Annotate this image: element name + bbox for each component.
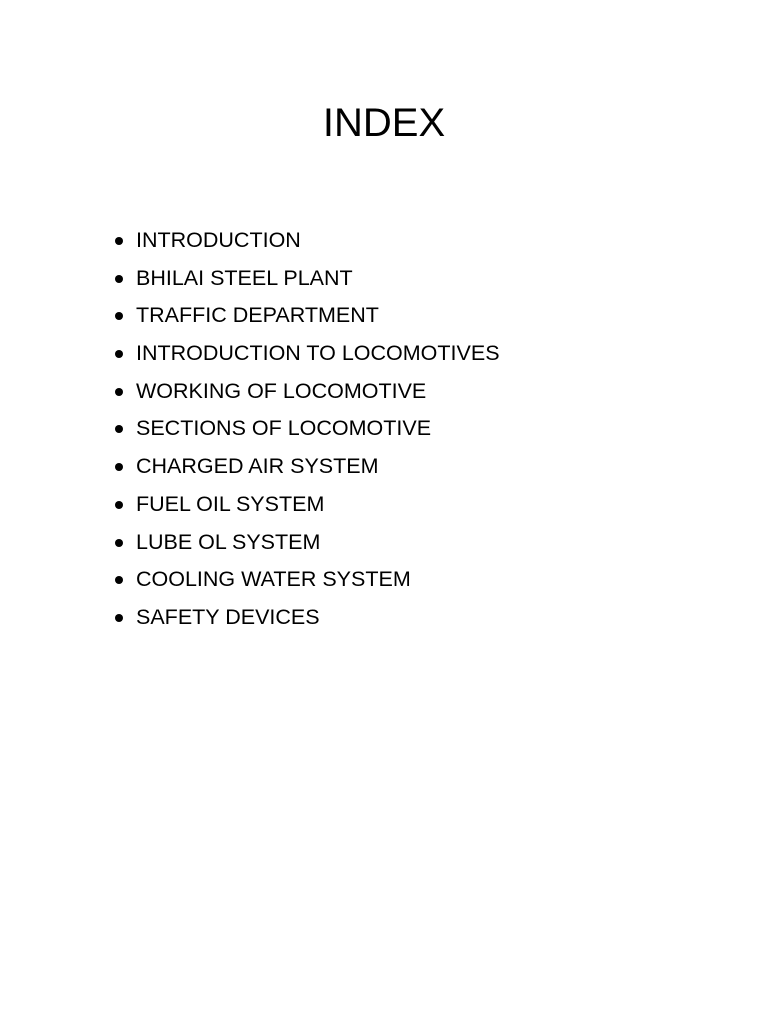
list-item-label: BHILAI STEEL PLANT (136, 265, 353, 290)
list-item-label: COOLING WATER SYSTEM (136, 567, 411, 592)
bullet-icon (115, 312, 123, 320)
list-item-label: SECTIONS OF LOCOMOTIVE (136, 416, 432, 441)
bullet-icon (115, 425, 123, 433)
list-item-label: CHARGED AIR SYSTEM (136, 454, 379, 479)
bullet-icon (115, 388, 123, 396)
list-item-label: INTRODUCTION (136, 228, 301, 252)
bullet-icon (115, 275, 123, 283)
list-item-label: FUEL OIL SYSTEM (136, 491, 325, 516)
bullet-icon (115, 350, 123, 358)
list-item-label: TRAFFIC DEPARTMENT (136, 303, 379, 328)
list-item-label: INTRODUCTION TO LOCOMOTIVES (136, 341, 500, 366)
list-item-label: WORKING OF LOCOMOTIVE (136, 378, 427, 403)
bullet-icon (115, 539, 123, 547)
list-item-label: LUBE OL SYSTEM (136, 529, 321, 554)
bullet-icon (115, 614, 123, 622)
bullet-icon (115, 576, 123, 584)
bullet-icon (115, 501, 123, 509)
page-title: INDEX (322, 101, 446, 145)
bullet-icon (115, 463, 123, 471)
list-item-label: SAFETY DEVICES (136, 604, 320, 629)
bullet-icon (115, 237, 123, 245)
